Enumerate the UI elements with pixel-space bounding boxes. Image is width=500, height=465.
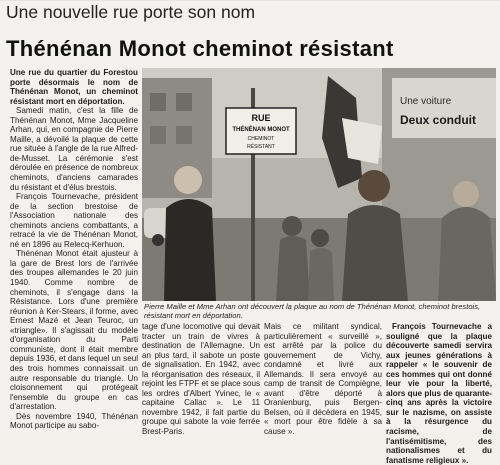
sign-text-line1: RUE [251, 113, 271, 123]
poster-text-line2: Deux conduit [400, 113, 477, 127]
lead-paragraph: Une rue du quartier du Forestou porte désormais le nom de Thénénan Monot, un cheminot résistant mort en déportation. [10, 68, 138, 106]
article-headline: Thénénan Monot cheminot résistant [6, 36, 394, 61]
poster-text-line1: Une voiture [400, 96, 452, 107]
article-kicker: Une nouvelle rue porte son nom [6, 2, 256, 22]
body-paragraph: François Tournevache a souligné que la plaque découverte samedi servira aux jeunes générations à rappeler « le souvenir de ces hommes qui ont donné leur vie pour la liberté, alors que plus de quarante-cinq ans après la victoire sur le nazisme, on assiste à la résurgence du racisme, de l'antisémitisme, des nationalismes et du fanatisme religieux ». [386, 322, 492, 465]
article-column-4 [386, 322, 492, 465]
article-column-1 [10, 68, 138, 430]
photo-illustration [142, 68, 496, 301]
body-paragraph: François Tournevache, président de la section brestoise de l'Association nationale des cheminots anciens combattants, a retracé la vie de Thénénan Monot, né en 1896 au Relecq-Kerhuon. [10, 192, 138, 249]
photo-caption: Pierre Maille et Mme Arhan ont découvert la plaque au nom de Thénénan Monot, cheminot brestois, résistant mort en déportation. [144, 302, 481, 320]
sign-text-line2: THÉNÉNAN MONOT [232, 127, 290, 133]
sign-text-line4: RÉSISTANT [247, 144, 275, 150]
article-column-2 [142, 322, 260, 437]
body-paragraph: Mais ce militant syndical, particulièrement « surveillé », est arrêté par la police du gouvernement de Vichy, condamné et livré aux Allemands. Il sera envoyé au camp de transit de Compiègne, avant d'être déporté à Oranienburg, puis Bergen-Belsen, où il décèdera en 1945, « mort pour être fidèle à sa cause ». [264, 322, 382, 437]
body-paragraph: Thénénan Monot était ajusteur à la gare de Brest lors de l'arrivée des troupes allemandes le 20 juin 1940. Comme nombre de cheminots, il s'engage dans la Résistance. Lors d'une première réunion à Ker-Stears, il forme, avec Ernest Mazé et Jean Teuroc, un «triangle». Il s'agissait du modèle d'organisation du Parti communiste, dont il était membre depuis 1936, et dans lequel un seul des trois hommes connaissait un autre responsable du triangle. Un cloisonnement qui protégeait l'ensemble du groupe en cas d'arrestation. [10, 249, 138, 412]
article-column-3 [264, 322, 382, 437]
article-photo [142, 68, 496, 301]
body-paragraph: Samedi matin, c'est la fille de Thénénan Monot, Mme Jacqueline Arhan, qui, en compagnie de Pierre Maille, a dévoilé la plaque de cette rue située à l'angle de la rue Alfred-de-Musset. La cérémonie s'est déroulée en présence de nombreux cheminots, d'anciens camarades du résistant et d'élus brestois. [10, 106, 138, 192]
sign-text-line3: CHEMINOT [247, 136, 275, 142]
body-paragraph: Dès novembre 1940, Thénénan Monot participe au sabo- [10, 411, 138, 431]
body-paragraph: tage d'une locomotive qui devait tracter un train de vivres à destination de l'Allemagne. Un an plus tard, il sabote un poste de signalisation. En 1942, avec la réorganisation des réseaux, il rejoint les FTPF et se place sous les ordres d'Albert Yvinec, le « capitaine Callac ». Le 11 novembre 1942, il fait partie du groupe qui sabote la voie ferrée Brest-Paris. [142, 322, 260, 437]
